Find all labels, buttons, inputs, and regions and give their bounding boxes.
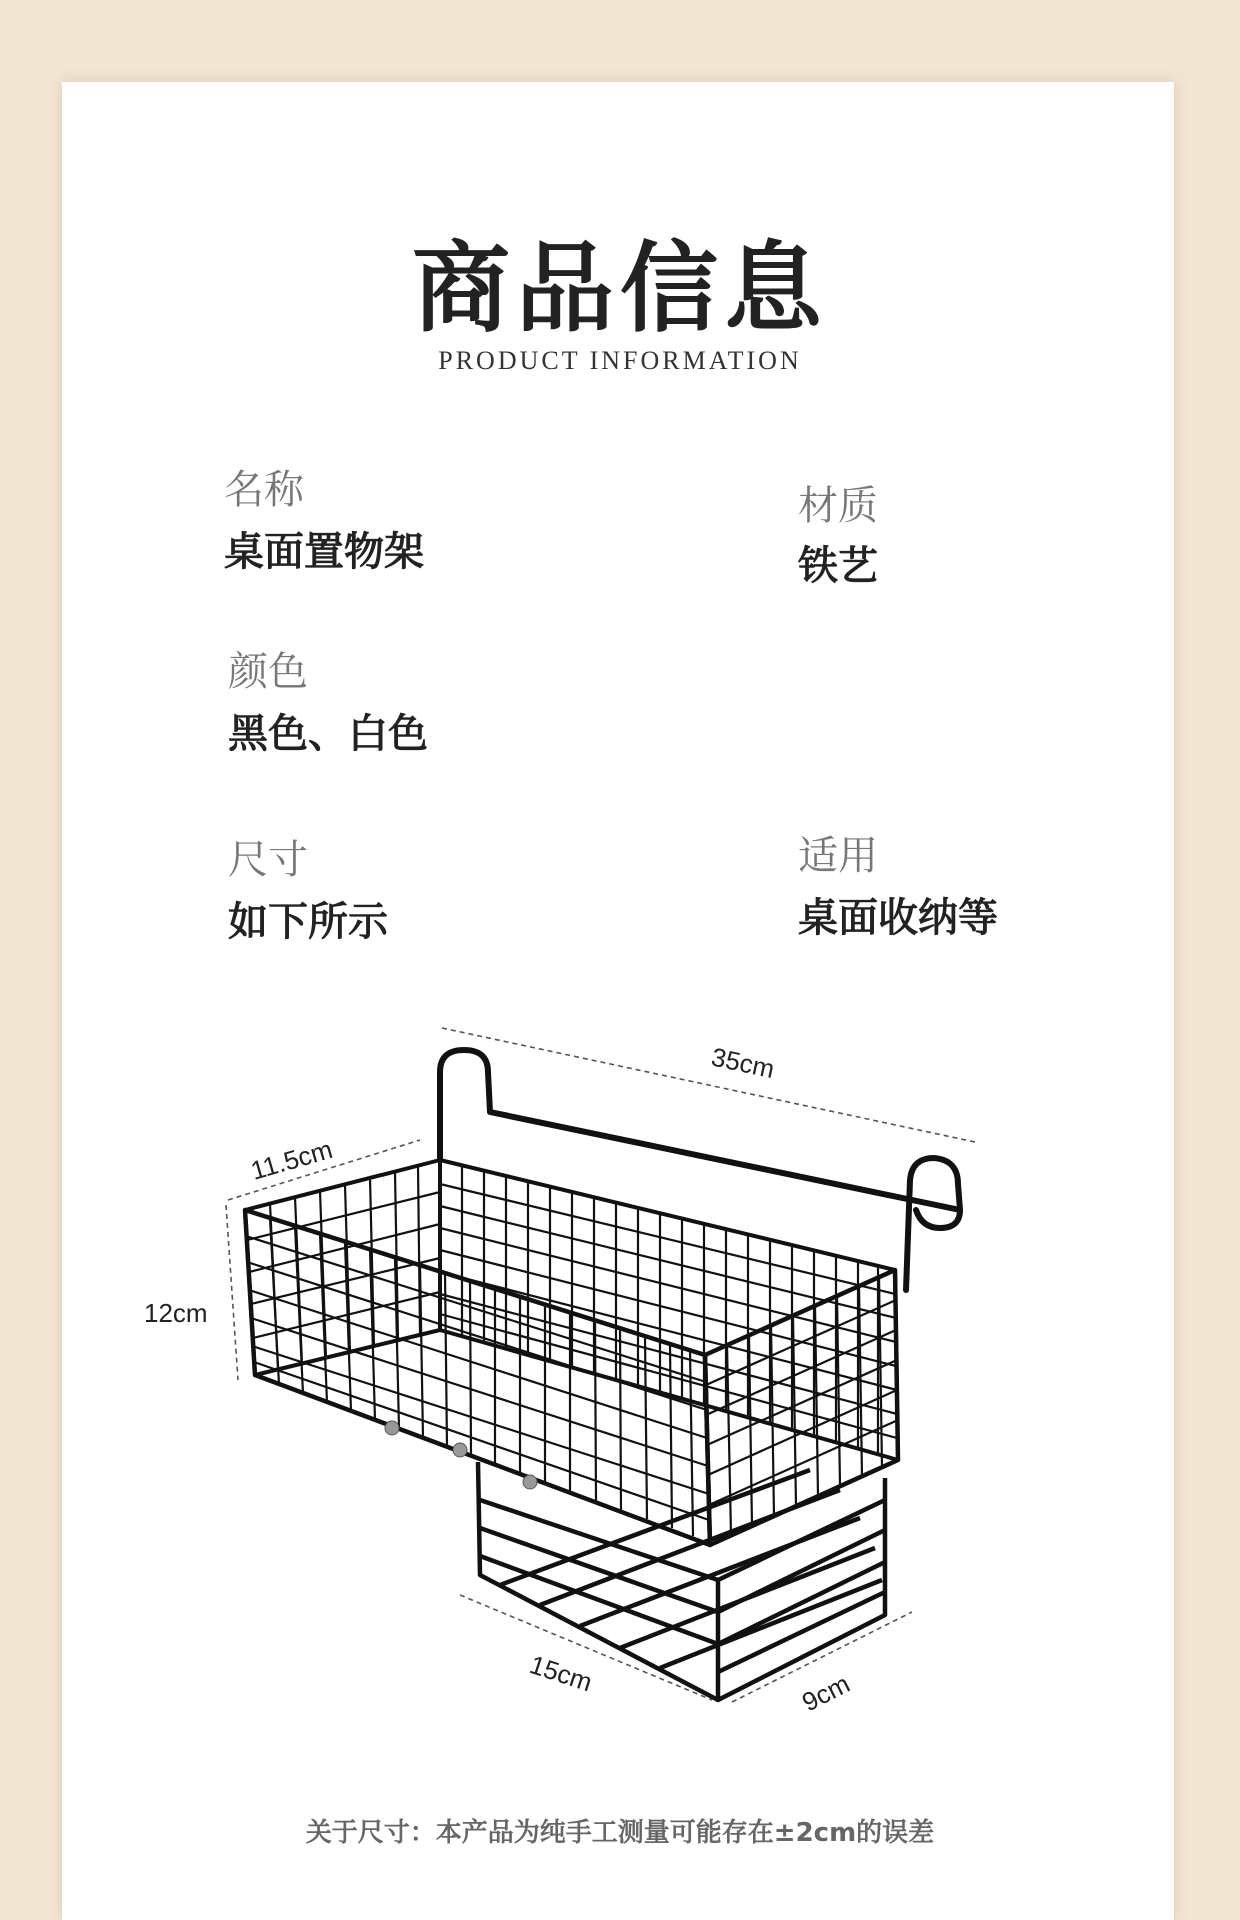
spec-material-label: 材质 bbox=[798, 483, 878, 529]
dim-height-label: 12cm bbox=[144, 1298, 208, 1328]
spec-name-value: 桌面置物架 bbox=[224, 529, 424, 575]
dim-length-label: 35cm bbox=[708, 1041, 778, 1085]
dim-depth-label: 11.5cm bbox=[247, 1133, 336, 1186]
spec-size-label: 尺寸 bbox=[228, 837, 308, 883]
size-footnote: 关于尺寸：本产品为纯手工测量可能存在±2cm的误差 bbox=[305, 1818, 935, 1848]
hanging-hooks bbox=[440, 1050, 960, 1290]
dim-bottom-width-label: 15cm bbox=[526, 1649, 596, 1698]
spec-usage-label: 适用 bbox=[798, 833, 878, 879]
spec-color-label: 颜色 bbox=[228, 649, 308, 695]
page-title: 商品信息 bbox=[411, 231, 828, 346]
spec-usage-value: 桌面收纳等 bbox=[798, 895, 998, 941]
dim-bottom-depth-label: 9cm bbox=[797, 1668, 855, 1718]
page-subtitle: PRODUCT INFORMATION bbox=[438, 346, 802, 375]
spec-color-value: 黑色、白色 bbox=[228, 711, 428, 757]
spec-name-label: 名称 bbox=[224, 467, 304, 513]
wire-basket bbox=[245, 1160, 898, 1545]
spec-size-value: 如下所示 bbox=[228, 899, 388, 945]
spec-material-value: 铁艺 bbox=[798, 543, 878, 589]
